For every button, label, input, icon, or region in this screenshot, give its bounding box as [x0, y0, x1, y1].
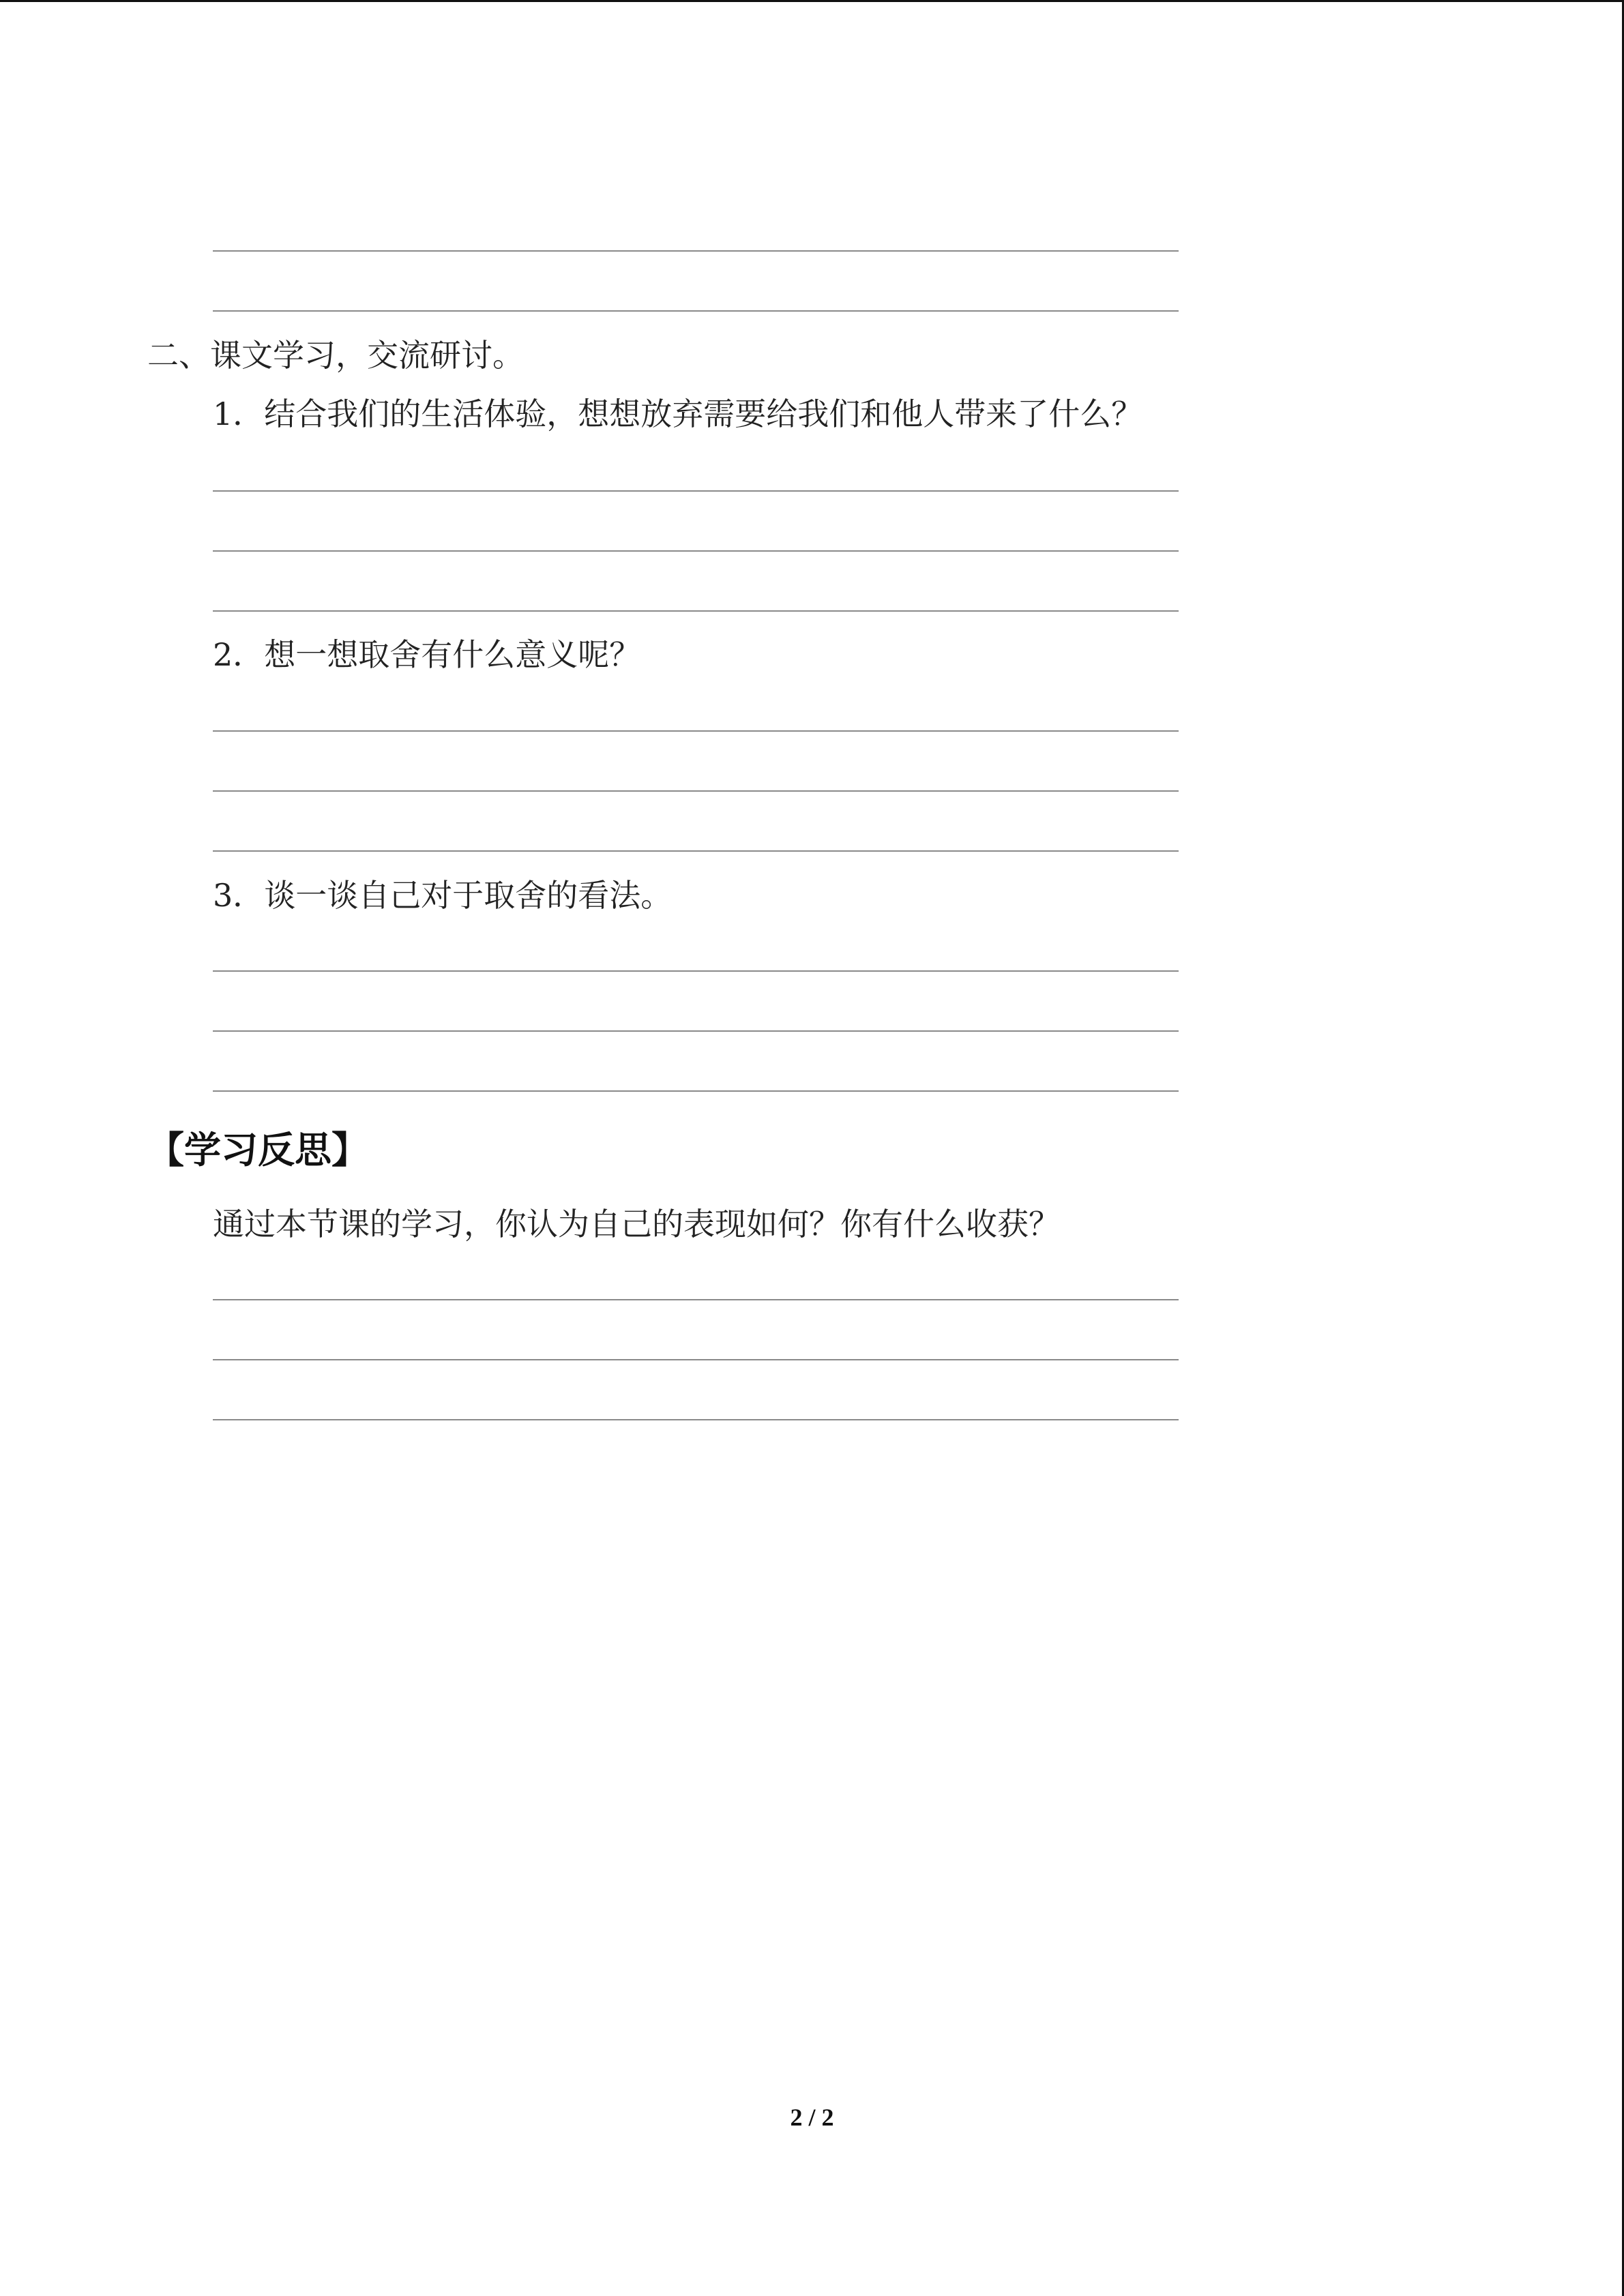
answer-line[interactable]: [213, 790, 1179, 792]
section-title: 二、课文学习，交流研讨。: [147, 337, 524, 374]
question-2: 2．想一想取舍有什么意义呢？: [213, 636, 641, 673]
answer-line[interactable]: [213, 490, 1179, 492]
answer-line[interactable]: [213, 250, 1179, 252]
question-1: 1．结合我们的生活体验，想想放弃需要给我们和他人带来了什么？: [213, 396, 1143, 432]
page-number: 2 / 2: [790, 2104, 834, 2131]
answer-line[interactable]: [213, 730, 1179, 732]
answer-line[interactable]: [213, 1419, 1179, 1420]
answer-line[interactable]: [213, 1359, 1179, 1360]
answer-line[interactable]: [213, 1090, 1179, 1092]
answer-line[interactable]: [213, 310, 1179, 312]
reflection-prompt: 通过本节课的学习，你认为自己的表现如何？你有什么收获？: [213, 1206, 1060, 1242]
reflection-heading: 【学习反思】: [147, 1129, 368, 1172]
answer-line[interactable]: [213, 610, 1179, 612]
answer-line[interactable]: [213, 850, 1179, 852]
answer-line[interactable]: [213, 1299, 1179, 1300]
answer-line[interactable]: [213, 970, 1179, 972]
answer-line[interactable]: [213, 550, 1179, 552]
answer-line[interactable]: [213, 1030, 1179, 1032]
question-3: 3．谈一谈自己对于取舍的看法。: [213, 877, 673, 914]
page-border-top: [0, 0, 1624, 2]
